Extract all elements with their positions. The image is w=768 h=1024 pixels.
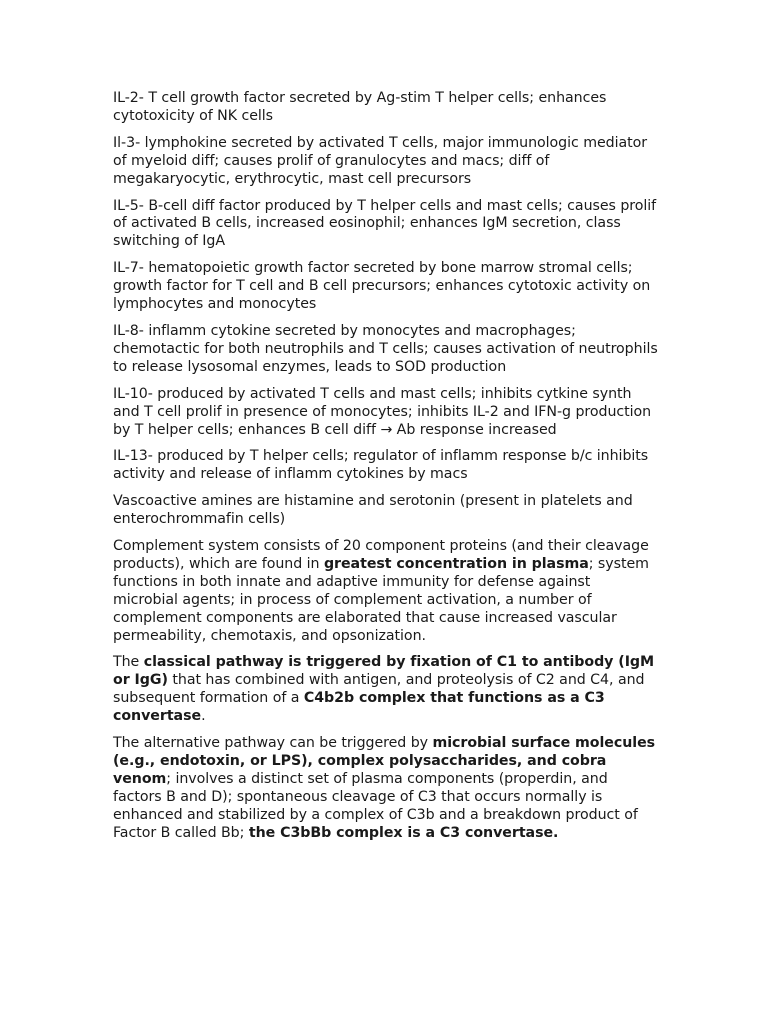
- text-run: IL-10- produced by activated T cells and mast cells; inhibits cytkine synth and T cell prolif in presence of monocytes; inhibits IL-2 and IFN-g production by T helper cells; enhances B cell diff → Ab response increased: [113, 385, 652, 438]
- text-run: IL-8- inflamm cytokine secreted by monocytes and macrophages; chemotactic for both neutrophils and T cells; causes activation of neutrophils to release lysosomal enzymes, leads to SOD production: [113, 322, 658, 375]
- document-page: [113, 90, 658, 852]
- paragraph: [113, 135, 658, 189]
- text-run: IL-7- hematopoietic growth factor secreted by bone marrow stromal cells; growth factor for T cell and B cell precursors; enhances cytotoxic activity on lymphocytes and monocytes: [113, 260, 651, 313]
- paragraph: [113, 654, 658, 726]
- text-run: IL-13- produced by T helper cells; regulator of inflamm response b/c inhibits activity and release of inflamm cytokines by macs: [113, 448, 649, 483]
- bold-text-run: C4b2b complex that functions as a C3 convertase: [113, 690, 605, 725]
- text-run: ; involves a distinct set of plasma components (properdin, and factors B and D); spontaneous cleavage of C3 that occurs normally is enhanced and stabilized by a complex of C3b and a breakdown product of Factor B called Bb;: [113, 770, 638, 841]
- paragraph: [113, 735, 658, 842]
- text-run: The: [113, 654, 144, 671]
- paragraph-list: [113, 90, 658, 843]
- paragraph: [113, 448, 658, 484]
- paragraph: [113, 90, 658, 126]
- bold-text-run: microbial surface molecules (e.g., endotoxin, or LPS), complex polysaccharides, and cobra venom: [113, 735, 656, 787]
- text-run: that has combined with antigen, and proteolysis of C2 and C4, and subsequent formation of a: [113, 672, 645, 707]
- text-run: IL-2- T cell growth factor secreted by Ag-stim T helper cells; enhances cytotoxicity of NK cells: [113, 90, 607, 124]
- paragraph: [113, 198, 658, 252]
- text-run: Vascoactive amines are histamine and serotonin (present in platelets and enterochrommafin cells): [113, 493, 633, 528]
- text-run: The alternative pathway can be triggered by: [113, 735, 433, 752]
- paragraph: [113, 386, 658, 440]
- text-run: IL-5- B-cell diff factor produced by T helper cells and mast cells; causes prolif of activated B cells, increased eosinophil; enhances IgM secretion, class switching of IgA: [113, 197, 657, 250]
- text-run: Complement system consists of 20 component proteins (and their cleavage products), which are found in: [113, 538, 649, 572]
- paragraph: [113, 493, 658, 529]
- paragraph: [113, 323, 658, 377]
- text-run: ; system functions in both innate and adaptive immunity for defense against microbial agents; in process of complement activation, a number of complement components are elaborated that cause increased vascular permeability, chemotaxis, and opsonization.: [113, 555, 649, 644]
- text-run: .: [201, 708, 206, 725]
- bold-text-run: the C3bBb complex is a C3 convertase.: [248, 824, 559, 841]
- bold-text-run: classical pathway is triggered by fixation of C1 to antibody (IgM or IgG): [113, 654, 655, 689]
- text-run: Il-3- lymphokine secreted by activated T cells, major immunologic mediator of myeloid diff; causes prolif of granulocytes and macs; diff of megakaryocytic, erythrocytic, mast cell precursors: [113, 134, 648, 187]
- paragraph: [113, 260, 658, 314]
- paragraph: [113, 538, 658, 645]
- bold-text-run: greatest concentration in plasma: [323, 555, 589, 572]
